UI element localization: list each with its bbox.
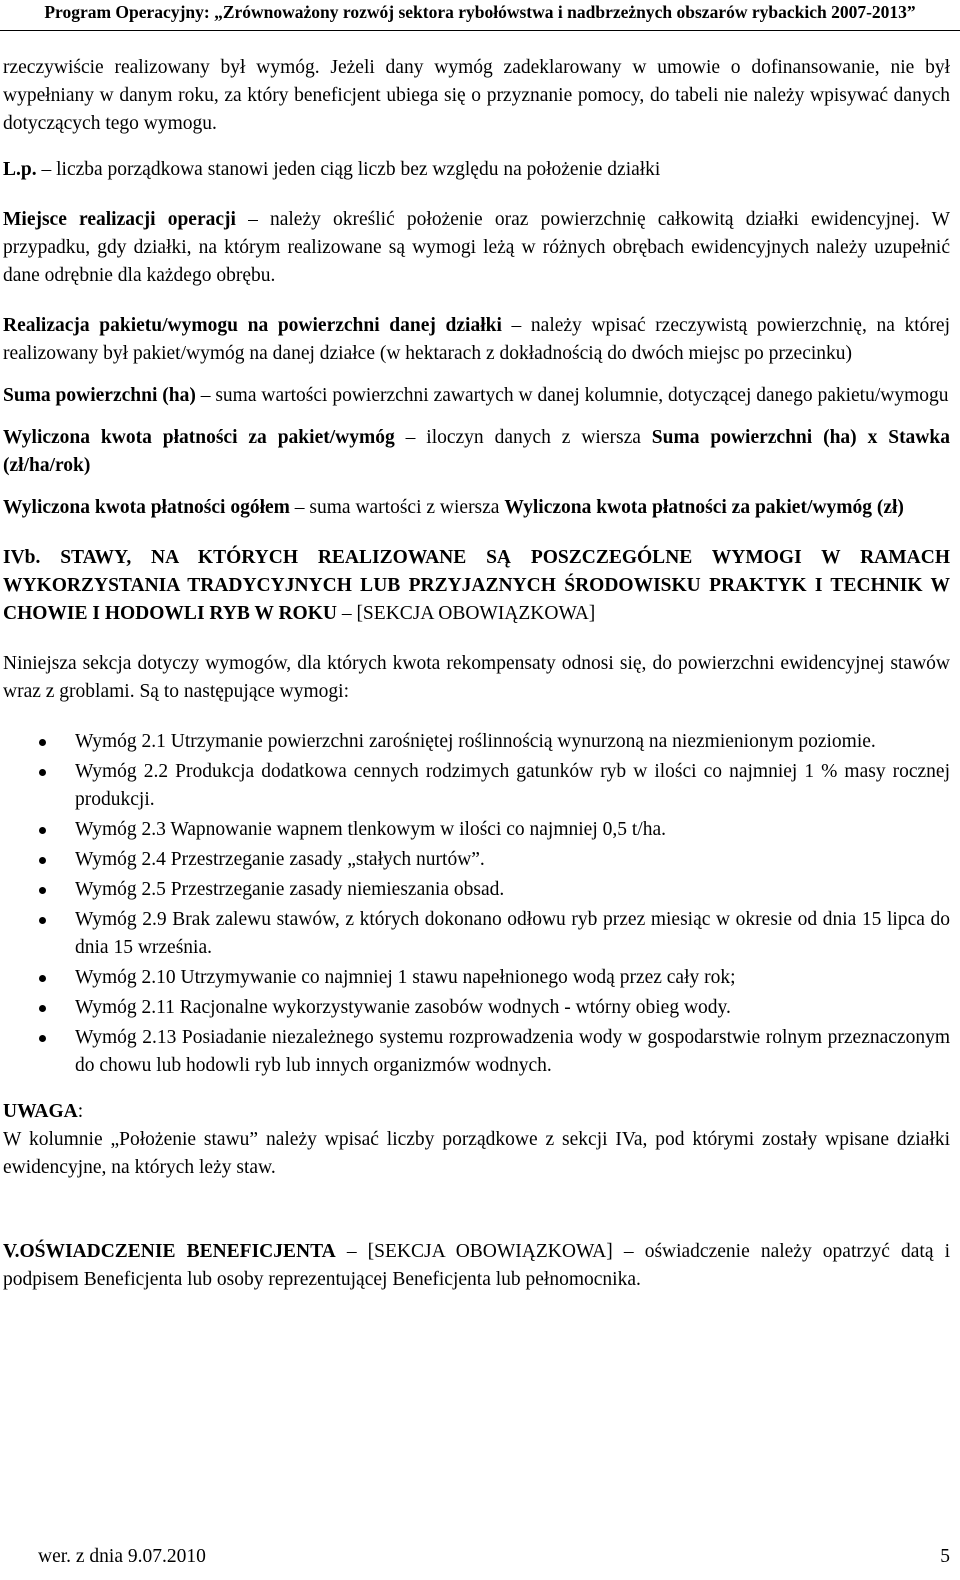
definition-kwota-ogolem [3,494,950,522]
definition-term-secondary: Wyliczona kwota płatności za pakiet/wymóg (zł) [504,497,904,518]
note-heading [3,1098,950,1126]
definition-text: – liczba porządkowa stanowi jeden ciąg liczb bez względu na położenie działki [36,159,661,180]
definition-realizacja [3,312,950,368]
requirement-text: Wymóg 2.10 Utrzymywanie co najmniej 1 stawu napełnionego wodą przez cały rok; [75,967,736,988]
definition-suma [3,382,950,410]
definition-term: Miejsce realizacji operacji [3,209,236,230]
definition-term: Realizacja pakietu/wymogu na powierzchni danej działki [3,315,502,336]
definition-term-secondary: Suma powierzchni (ha) x Stawka (zł/ha/rok) [3,427,950,476]
page-number: 5 [940,1546,950,1567]
list-item [3,816,950,844]
header-title: Program Operacyjny: „Zrównoważony rozwój sektora rybołówstwa i nadbrzeżnych obszarów rybackich 2007-2013” [44,2,916,22]
definition-text: – należy określić położenie oraz powierzchnię całkowitą działki ewidencyjnej. W przypadku, gdy działki, na którym realizowane są wymogi leżą w różnych obrębach ewidencyjnych należy uzupełnić dane odrębnie dla każdego obrębu. [3,209,950,286]
section-v-text: – [SEKCJA OBOWIĄZKOWA] – oświadczenie należy opatrzyć datą i podpisem Beneficjenta lub osoby reprezentującej Beneficjenta lub pełnomocnika. [3,1241,950,1290]
list-item [3,964,950,992]
intro-paragraph: rzeczywiście realizowany był wymóg. Jeżeli dany wymóg zadeklarowany w umowie o dofinansowanie, nie był wypełniany w danym roku, za który beneficjent ubiega się o przyznanie pomocy, do tabeli nie należy wpisywać danych dotyczących tego wymogu. [3,57,950,134]
list-item [3,846,950,874]
list-item [3,728,950,756]
note-label: UWAGA [3,1101,78,1122]
definition-term: Wyliczona kwota płatności za pakiet/wymóg [3,427,395,448]
list-item [3,906,950,962]
note-colon: : [77,1101,84,1122]
bullet-icon [39,769,46,776]
note-text: W kolumnie „Położenie stawu” należy wpisać liczby porządkowe z sekcji IVa, pod którymi zostały wpisane działki ewidencyjne, na których leży staw. [3,1129,950,1178]
section-v-title: V.OŚWIADCZENIE BENEFICJENTA [3,1241,336,1262]
section-ivb-title-rest: – [SEKCJA OBOWIĄZKOWA] [336,603,596,624]
page-header [0,0,960,31]
bullet-icon [39,1005,46,1012]
bullet-icon [39,827,46,834]
definition-text: – iloczyn danych z wiersza [394,427,652,448]
requirement-text: Wymóg 2.11 Racjonalne wykorzystywanie zasobów wodnych - wtórny obieg wody. [75,997,731,1018]
bullet-icon [39,739,46,746]
definition-text: – należy wpisać rzeczywistą powierzchnię, na której realizowany był pakiet/wymóg na danej działce (w hektarach z dokładnością do dwóch miejsc po przecinku) [3,315,950,364]
definition-term: Wyliczona kwota płatności ogółem [3,497,290,518]
bullet-icon [39,917,46,924]
list-item [3,876,950,904]
definition-text: – suma wartości z wiersza [289,497,505,518]
list-item [3,758,950,814]
definition-kwota-pakiet [3,424,950,480]
requirements-list [3,728,950,1080]
requirement-text: Wymóg 2.2 Produkcja dodatkowa cennych rodzimych gatunków ryb w ilości co najmniej 1 % masy rocznej produkcji. [75,761,950,810]
requirement-text: Wymóg 2.9 Brak zalewu stawów, z których dokonano odłowu ryb przez miesiąc w okresie od dnia 15 lipca do dnia 15 września. [75,909,950,958]
bullet-icon [39,887,46,894]
list-item [3,994,950,1022]
definition-lp [3,156,950,184]
requirement-text: Wymóg 2.1 Utrzymanie powierzchni zarośniętej roślinnością wynurzoną na niezmienionym poziomie. [75,731,876,752]
definition-term: Suma powierzchni (ha) [3,385,196,406]
section-v [3,1238,950,1294]
section-ivb-title-bold: IVb. STAWY, NA KTÓRYCH REALIZOWANE SĄ POSZCZEGÓLNE WYMOGI W RAMACH WYKORZYSTANIA TRADYCYJNYCH LUB PRZYJAZNYCH ŚRODOWISKU PRAKTYK I TECHNIK W CHOWIE I HODOWLI RYB W ROKU [3,547,950,624]
document-body [3,54,950,1294]
list-item [3,1024,950,1080]
requirement-text: Wymóg 2.4 Przestrzeganie zasady „stałych nurtów”. [75,849,485,870]
definition-miejsce [3,206,950,290]
requirement-text: Wymóg 2.13 Posiadanie niezależnego systemu rozprowadzenia wody w gospodarstwie rolnym przeznaczonym do chowu lub hodowli ryb lub innych organizmów wodnych. [75,1027,950,1076]
requirement-text: Wymóg 2.3 Wapnowanie wapnem tlenkowym w ilości co najmniej 0,5 t/ha. [75,819,666,840]
page-footer [38,1546,950,1572]
version-label: wer. z dnia 9.07.2010 [38,1546,206,1567]
bullet-icon [39,857,46,864]
bullet-icon [39,975,46,982]
bullet-icon [39,1035,46,1042]
definition-text: – suma wartości powierzchni zawartych w danej kolumnie, dotyczącej danego pakietu/wymogu [195,385,949,406]
requirement-text: Wymóg 2.5 Przestrzeganie zasady niemieszania obsad. [75,879,505,900]
section-ivb-intro: Niniejsza sekcja dotyczy wymogów, dla których kwota rekompensaty odnosi się, do powierzchni ewidencyjnej stawów wraz z groblami. Są to następujące wymogi: [3,653,950,702]
section-ivb-title [3,544,950,628]
definition-term: L.p. [3,159,37,180]
